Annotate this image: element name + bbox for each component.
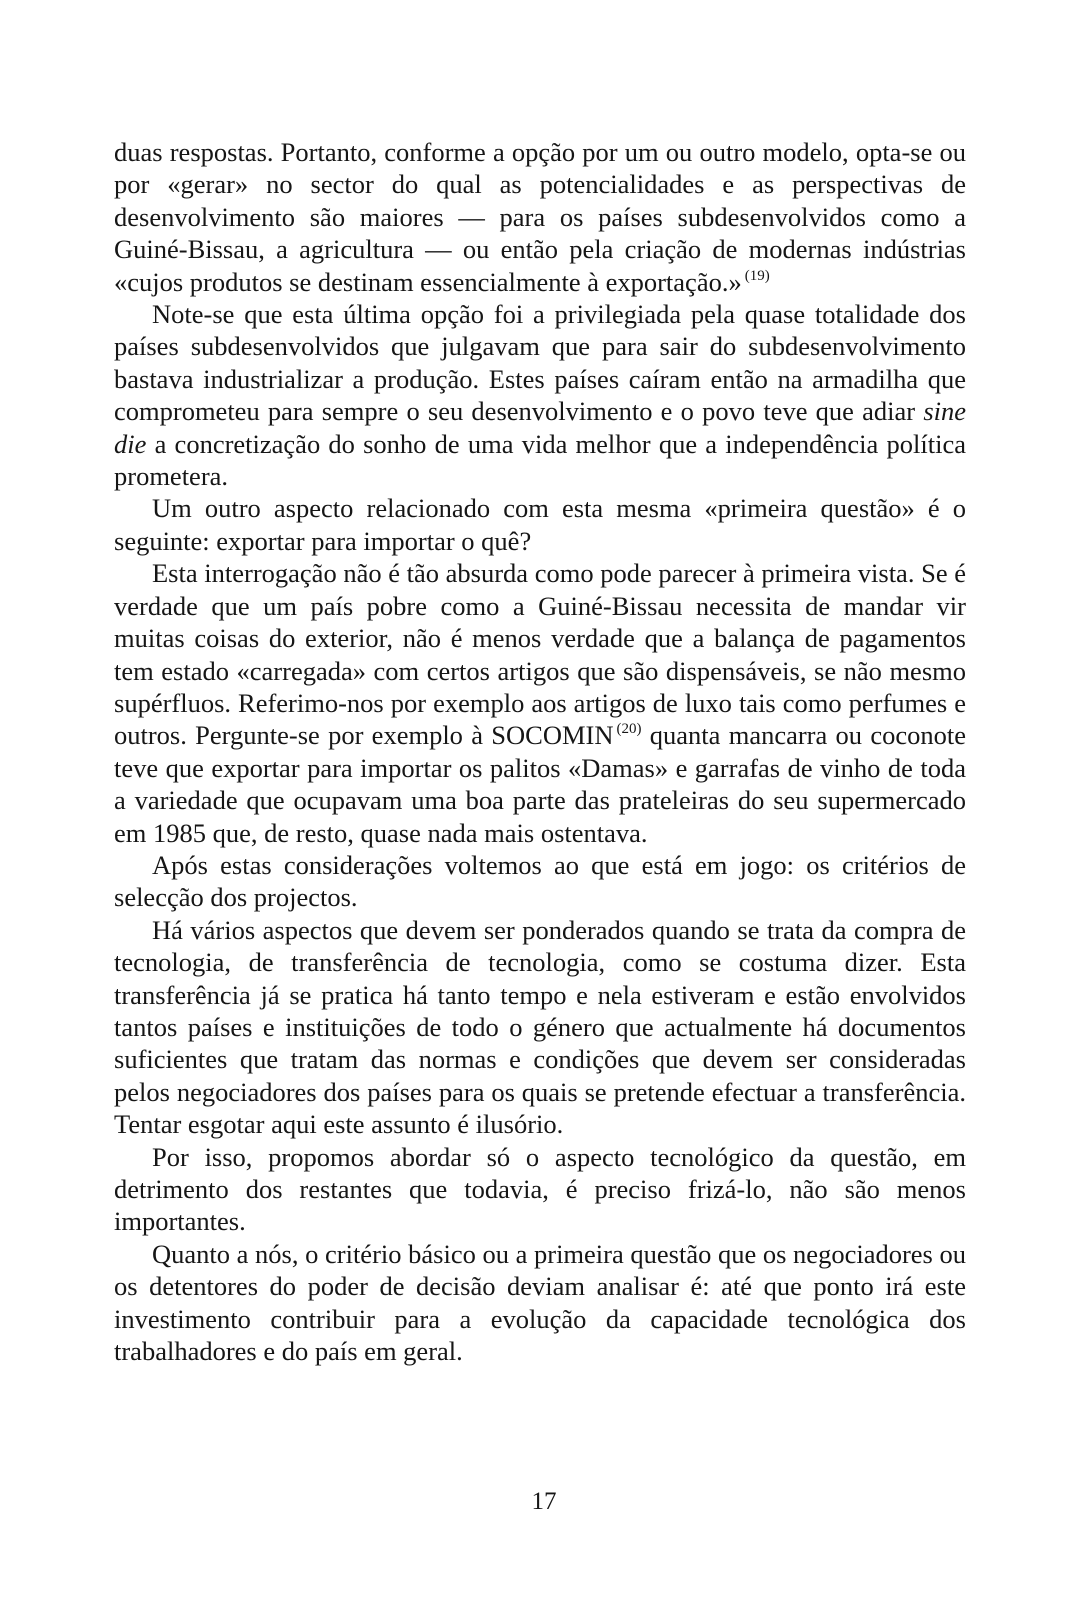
paragraph-text: a concretização do sonho de uma vida melhor que a independência política prometera.	[114, 428, 966, 492]
paragraph-text: Após estas considerações voltemos ao que está em jogo: os critérios de selecção dos projectos.	[114, 849, 966, 913]
paragraph-text: Esta interrogação não é tão absurda como pode parecer à primeira vista. Se é verdade que um país pobre como a Guiné-Bissau necessita de mandar vir muitas coisas do exterior, não é menos verdade que a balança de pagamentos tem estado «carregada» com certos artigos que são dispensáveis, se não mesmo supérfluos. Referimo-nos por exemplo aos artigos de luxo tais como perfumes e outros. Pergunte-se por exemplo à SOCOMIN	[114, 558, 966, 751]
paragraph	[114, 492, 966, 557]
paragraph-text: Um outro aspecto relacionado com esta mesma «primeira questão» é o seguinte: exportar para importar o quê?	[114, 493, 966, 556]
paragraph	[114, 557, 966, 849]
paragraph	[114, 849, 966, 914]
paragraph	[114, 914, 966, 1141]
paragraph	[114, 298, 966, 492]
paragraph-text: Por isso, propomos abordar só o aspecto tecnológico da questão, em detrimento dos restantes que todavia, é preciso frizá-lo, não são menos importantes.	[114, 1141, 966, 1237]
paragraph	[114, 1141, 966, 1238]
document-body	[114, 136, 966, 1367]
page-number: 17	[531, 1488, 557, 1515]
paragraph-text: Quanto a nós, o critério básico ou a primeira questão que os negociadores ou os detentores do poder de decisão deviam analisar é: até que ponto irá este investimento contribuir para a evolução da capacidade tecnológica dos trabalhadores e do país em geral.	[114, 1238, 966, 1367]
paragraph-text: Há vários aspectos que devem ser ponderados quando se trata da compra de tecnologia, de transferência de tecnologia, como se costuma dizer. Esta transferência já se pratica há tanto tempo e nela estiveram e estão envolvidos tantos países e instituições de todo o género que actualmente há documentos suficientes que tratam das normas e condições que devem ser consideradas pelos negociadores dos países para os quais se pretende efectuar a transferência. Tentar esgotar aqui este assunto é ilusório.	[114, 914, 966, 1140]
paragraph	[114, 1238, 966, 1368]
paragraph	[114, 136, 966, 298]
footnote-reference: (19)	[744, 267, 770, 284]
italic-phrase: sine die	[114, 396, 966, 459]
paragraph-text: duas respostas. Portanto, conforme a opção por um ou outro modelo, opta-se ou por «gerar» no sector do qual as potencialidades e as perspectivas de desenvolvimento são maiores — para os países subdesenvolvidos como a Guiné-Bissau, a agricultura — ou então pela criação de modernas indústrias «cujos produtos se destinam essencialmente à exportação.»	[114, 137, 966, 297]
footnote-reference: (20)	[616, 721, 642, 738]
paragraph-text: Note-se que esta última opção foi a privilegiada pela quase totalidade dos países subdesenvolvidos que julgavam que para sair do subdesenvolvimento bastava industrializar a produção. Estes países caíram então na armadilha que comprometeu para sempre o seu desenvolvimento e o povo teve que adiar	[114, 299, 966, 427]
paragraph-text: quanta mancarra ou coconote teve que exportar para importar os palitos «Damas» e garrafas de vinho de toda a variedade que ocupavam uma boa parte das prateleiras do seu supermercado em 1985 que, de resto, quase nada mais ostentava.	[114, 720, 966, 848]
